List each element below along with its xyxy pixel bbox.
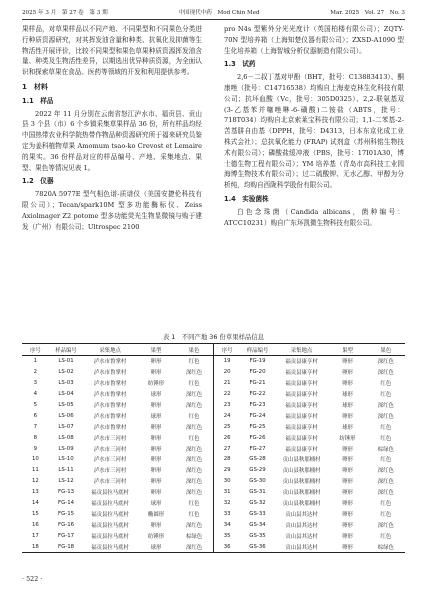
table-cell: 红色 [380, 457, 392, 464]
table-cell: 红色 [188, 381, 200, 388]
table-cell: 红色 [380, 435, 392, 442]
paragraph: 2022 年 11 月分别在云南省怒江泸水市、福贡县、贡山县 3 个县（市）6 个乡镇采集草果样品 36 份，所有样品均经中国热带农业科学院热带作物品种资源研究所于福来研究员鉴定为姜科植物草果 Amomum tsao-ko Crevost et Lemaire 的果实。36 份样品对应的样品编号、产地、采集地点、果型、果色等情况见表 1。 [22, 109, 202, 172]
table-cell: 深红色 [377, 468, 394, 475]
table-cell: 2 [33, 369, 38, 376]
table-cell: 深红色 [185, 424, 203, 431]
table-cell: 33 [213, 508, 240, 519]
table-cell: 深红色 [377, 403, 394, 409]
table-cell: FG-27 [249, 445, 266, 452]
table-cell: 泸水市鲁掌村 [93, 381, 127, 388]
table-cell: FG-14 [57, 500, 75, 507]
table-cell: 贡山县秋那桶村 [282, 457, 321, 464]
table-cell: 福贡县康亨村 [285, 403, 318, 409]
table-cell: FG-18 [49, 541, 83, 552]
table-cell: 深红色 [377, 490, 394, 497]
table-cell: 1 [33, 358, 38, 365]
table-cell: FG-21 [249, 380, 266, 387]
left-column [22, 24, 202, 232]
table-cell: 福贡县康亨村 [285, 392, 318, 399]
table-cell: LS-08 [58, 434, 74, 441]
table-cell: LS-12 [58, 478, 74, 485]
table-cell: 卵形 [342, 381, 353, 388]
table-cell: 球形 [342, 392, 353, 399]
table-cell: 卵形 [150, 424, 162, 431]
table-cell: 球形 [342, 403, 353, 409]
table-cell: 深红色 [377, 479, 394, 486]
table-cell: 深红色 [377, 370, 394, 377]
table-cell: 16 [31, 521, 39, 528]
table-cell: 福贡县康亨村 [285, 381, 318, 388]
table-cell: 福贡县康亨村 [285, 424, 318, 431]
table-cell: 15 [31, 510, 39, 517]
table-cell: GS-33 [249, 510, 266, 517]
table-cell: LS-10 [58, 456, 74, 463]
table-row [22, 541, 405, 552]
table-row [22, 530, 405, 541]
table-cell: 29 [213, 465, 240, 476]
table-cell: 福贡县康亨村 [285, 435, 318, 442]
table-cell: 红色 [188, 359, 200, 366]
table-cell: 5 [33, 402, 38, 408]
header-volume: Mar. 2025 Vol. 27 No. 3 [330, 10, 405, 16]
table-cell: 卵形 [342, 490, 353, 497]
table-cell: 31 [213, 487, 240, 498]
table-cell: 球形 [150, 413, 162, 420]
col-header: 果色 [367, 344, 405, 356]
table-cell: 泸水市三河村 [93, 468, 127, 475]
table-cell: 球形 [342, 424, 353, 431]
table-cell: 福贡县拉马底村 [91, 533, 129, 540]
table-cell: 红色 [188, 501, 200, 508]
table-cell: 卵形 [150, 446, 162, 453]
subsection-heading: 1.4 实验菌株 [224, 194, 269, 203]
table-cell: 深红色 [185, 446, 203, 453]
table-cell: 纺锤形 [147, 533, 165, 540]
table-row [22, 498, 405, 509]
paragraph: 白色念珠菌（Candida albicans，菌种编号：ATCC10231）购自广东环凯微生物科技有限公司。 [224, 207, 404, 227]
table-cell: 14 [31, 500, 39, 507]
col-header: 采集地点 [275, 344, 329, 356]
table-cell: 卵形 [150, 457, 162, 464]
table-cell: GS-36 [240, 541, 274, 552]
table-cell: 棕绿色 [185, 533, 203, 540]
table-row [22, 356, 405, 367]
table-cell: 贡山县其达村 [285, 533, 318, 540]
table-cell: 卵形 [342, 359, 353, 366]
table-cell: 深红色 [185, 468, 203, 475]
paragraph: pro N4s 型紫外分光光度计（英国柏楼有限公司）；ZQTY-70N 型培养箱（上海知楚仪器有限公司）；ZXSD-A1090 型生化培养箱（上海智城分析仪器制造有限公司）。 [224, 25, 404, 55]
table-cell: 13 [31, 489, 39, 496]
table-cell: 19 [213, 356, 240, 367]
table-cell: 泸水市三河村 [93, 446, 127, 453]
table-cell: 9 [33, 445, 38, 452]
table-cell: FG-20 [249, 369, 266, 376]
table-cell: 卵形 [150, 359, 162, 366]
table-cell: 6 [33, 412, 38, 419]
table-cell: FG-16 [57, 521, 75, 528]
table-cell: 深红色 [377, 413, 394, 420]
table-cell: 深红色 [185, 490, 203, 497]
table-cell: 红色 [380, 511, 392, 518]
table-cell: 泸水市鲁掌村 [93, 403, 127, 409]
table-cell: 福贡县康亨村 [285, 370, 318, 377]
col-header: 样品编号 [240, 344, 274, 356]
table-header-row [22, 344, 405, 356]
table-cell: LS-04 [58, 391, 74, 398]
table-cell: LS-06 [58, 412, 74, 419]
table-cell: 卵形 [342, 446, 353, 453]
table-cell: 红色 [380, 392, 392, 399]
table-cell: 卵形 [328, 541, 366, 552]
table-cell: LS-05 [58, 402, 74, 408]
table-cell: 卵形 [342, 468, 353, 475]
table-cell: GS-30 [249, 478, 266, 485]
header-rule [22, 19, 405, 20]
col-header: 序号 [213, 344, 240, 356]
table-row [22, 465, 405, 476]
table-title: 表 1 不同产地 36 份草果样品信息 [162, 333, 265, 341]
paragraph: 2,6－二叔丁基对甲酚（BHT，批号：C13883413）、酮康唑（批号：C14716538）均购自上海麦克林生化科技有限公司；抗坏血酸（Vc，批号：305D0325）、2,2-联氨基双(3-乙基苯并噻唑啉-6-磺酸)二铵盐（ABTS，批号：718T034）均购自北京索莱宝科技有限公司；1,1-二苯基-2-苦基肼自由基（DPPH，批号：D4313，日本东京化成工业株式会社）；总抗氧化能力 (FRAP) 试剂盒（苏州科铭生物技术有限公司）；磷酸盐缓冲液（PBS，批号：17I01A30，博士德生物工程有限公司）；YM 培养基（青岛市高科技工业园海博生物技术有限公司）；过二硫酸钾、无水乙醇、甲醇为分析纯，均购自西陇科学股份有限公司。 [224, 73, 404, 190]
table-cell: GS-35 [249, 532, 266, 539]
table-cell: FG-25 [249, 423, 266, 430]
table-cell: 深红色 [185, 522, 203, 529]
table-cell: 卵形 [342, 533, 353, 540]
table-cell: 纺锤形 [147, 381, 165, 388]
table-cell: 卵形 [150, 435, 162, 442]
table-cell: 泸水市鲁掌村 [93, 413, 127, 420]
table-cell: 贡山县其达村 [285, 522, 318, 529]
table-cell: FG-19 [249, 358, 266, 365]
table-cell: 12 [31, 478, 39, 485]
table-cell: 深红色 [185, 370, 203, 377]
table-cell: 卵形 [342, 370, 353, 377]
table-cell: 35 [213, 530, 240, 541]
col-header: 果色 [175, 344, 213, 356]
table-cell: 10 [31, 456, 39, 463]
table-cell: 泸水市鲁掌村 [93, 424, 127, 431]
col-header: 果型 [137, 344, 175, 356]
table-row [22, 432, 405, 443]
table-cell: 卵形 [150, 370, 162, 377]
table-cell: FG-26 [249, 434, 266, 441]
table-cell: GS-29 [249, 467, 266, 474]
table-cell: 24 [213, 410, 240, 421]
subsection-heading: 1.3 试药 [224, 60, 256, 69]
table-row [22, 378, 405, 389]
table-cell: 福贡县康亨村 [285, 359, 318, 366]
subsection-heading: 1.2 仪器 [22, 177, 54, 186]
table-cell: 卵形 [150, 468, 162, 475]
table-row [22, 519, 405, 530]
section-heading: 1 材料 [22, 82, 48, 91]
table-cell: 18 [22, 541, 49, 552]
table-cell: 福贡县康亨村 [285, 413, 318, 420]
table-cell: 4 [33, 391, 38, 398]
col-header: 序号 [22, 344, 49, 356]
table-cell: GS-28 [249, 456, 266, 463]
table-cell: 椭圆形 [147, 511, 165, 518]
table-cell: 卵形 [342, 501, 353, 508]
table-cell: 福贡县拉马底村 [91, 511, 129, 518]
table-cell: FG-23 [249, 402, 266, 408]
table-cell: 红色 [380, 501, 392, 508]
table-cell: LS-03 [58, 380, 74, 387]
table-cell: LS-02 [58, 369, 74, 376]
table-cell: 泸水市三河村 [93, 435, 127, 442]
table-cell: 深红色 [185, 403, 203, 409]
table-cell: 红色 [380, 381, 392, 388]
table-cell: 红色 [188, 435, 200, 442]
table-cell: 贡山县秋那桶村 [282, 490, 321, 497]
table-cell: 纺锤形 [339, 435, 356, 442]
table-row [22, 410, 405, 421]
table-cell: 卵形 [150, 490, 162, 497]
table-cell: 深红色 [175, 541, 213, 552]
table-cell: FG-24 [249, 412, 266, 419]
header-journal: 中国现代中药 Mod Chin Med [178, 10, 260, 16]
table-cell: 7 [33, 423, 38, 430]
running-header [22, 6, 405, 18]
table-cell: FG-13 [57, 489, 75, 496]
table-cell: 22 [213, 389, 240, 400]
table-cell: 深红色 [185, 479, 203, 486]
table-cell: 卵形 [342, 413, 353, 420]
table-cell: LS-11 [58, 467, 74, 474]
table-cell: FG-22 [249, 391, 266, 398]
table-cell: LS-07 [58, 423, 74, 430]
table-cell: 棕绿色 [377, 446, 394, 453]
table-cell: 卵形 [150, 403, 162, 409]
table-cell: 泸水市三河村 [93, 457, 127, 464]
table-cell: LS-09 [58, 445, 74, 452]
table-cell: 泸水市鲁掌村 [93, 359, 127, 366]
table-cell: 卵形 [342, 522, 353, 529]
table-cell: FG-17 [57, 532, 75, 539]
table-cell: FG-15 [57, 510, 75, 517]
table-row [22, 487, 405, 498]
table-cell: 28 [213, 454, 240, 465]
table-cell: 深红色 [377, 359, 394, 366]
table-row [22, 367, 405, 378]
table-cell: 卵形 [150, 479, 162, 486]
page-number: · 522 · [22, 575, 43, 583]
table-cell: 卵形 [150, 522, 162, 529]
table-cell: 30 [213, 476, 240, 487]
col-header: 果型 [328, 344, 366, 356]
table-cell: 34 [213, 519, 240, 530]
table-cell: 36 [213, 541, 240, 552]
table-cell: LS-01 [58, 358, 74, 365]
table-cell: 泸水市三河村 [93, 479, 127, 486]
table-cell: 深红色 [185, 457, 203, 464]
table-cell: 福贡县拉马底村 [83, 541, 137, 552]
table-cell: 棕绿色 [367, 541, 405, 552]
sample-table [22, 343, 405, 553]
table-cell: 32 [213, 498, 240, 509]
table-cell: 17 [31, 532, 39, 539]
col-header: 采集地点 [83, 344, 137, 356]
table-cell: 贡山县秋那桶村 [282, 468, 321, 475]
table-cell: 红色 [380, 533, 392, 540]
paragraph: 7820A 5977E 型气相色谱-质谱仪（美国安捷伦科技有限公司）；Tecan/spark10M 型多功能酶标仪、Zeiss Axiolmager Z2 potome 型多功能荧光生物显微镜与购于建发（广州）有限公司；Ultrospec 2100 [22, 190, 202, 231]
table-cell: 深红色 [185, 392, 203, 399]
table-cell: 23 [213, 400, 240, 411]
header-issue: 2025 年 3 月 第 27 卷 第 3 期 [22, 10, 108, 16]
table-cell: 红色 [188, 413, 200, 420]
table-row [22, 508, 405, 519]
paragraph: 果样品，对草果样品以不同产地、不同果型和不同果色分类进行种质资源研究，对其挥发油含量和种类、抗氧化及抑菌等生物活性开展评价，比较不同果型和果色草果种质资源挥发油含量、种类及生物活性差异，以期选出优异种质资源，为全面认识和探索草果在食品、医药等领域的开发和利用提供参考。 [22, 25, 202, 77]
table-cell: 贡山县秋那桶村 [282, 479, 321, 486]
table-cell: 球形 [137, 541, 175, 552]
table-row [22, 400, 405, 411]
table-cell: 福贡县拉马底村 [91, 501, 129, 508]
table-cell: 3 [33, 380, 38, 387]
table-cell: 27 [213, 443, 240, 454]
table-cell: 红色 [188, 511, 200, 518]
table-cell: 福贡县康亨村 [285, 446, 318, 453]
col-header: 样品编号 [49, 344, 83, 356]
table-cell: 11 [31, 467, 39, 474]
table-cell: 卵形 [342, 479, 353, 486]
table-cell: 泸水市鲁掌村 [93, 370, 127, 377]
table-row [22, 389, 405, 400]
table-cell: GS-32 [249, 500, 266, 507]
table-cell: 球形 [150, 392, 162, 399]
table-row [22, 443, 405, 454]
table-row [22, 454, 405, 465]
table-cell: 球形 [150, 501, 162, 508]
table-cell: 26 [213, 432, 240, 443]
table-cell: 20 [213, 367, 240, 378]
table-cell: 贡山县其达村 [285, 511, 318, 518]
table-cell: 21 [213, 378, 240, 389]
table-cell: 泸水市鲁掌村 [93, 392, 127, 399]
table-cell: 贡山县其达村 [275, 541, 329, 552]
table-cell: 卵形 [342, 511, 353, 518]
table-row [22, 421, 405, 432]
table-cell: 红色 [380, 424, 392, 431]
table-cell: GS-34 [249, 521, 266, 528]
table-cell: 25 [213, 421, 240, 432]
table-cell: 8 [33, 434, 38, 441]
table-cell: 贡山县秋那桶村 [282, 501, 321, 508]
right-column [224, 24, 404, 228]
table-row [22, 476, 405, 487]
table-cell: 卵形 [342, 457, 353, 464]
subsection-heading: 1.1 样品 [22, 96, 54, 105]
table-cell: 深红色 [377, 522, 394, 529]
table-cell: 福贡县拉马底村 [91, 490, 129, 497]
table-body [22, 356, 405, 553]
table-cell: 福贡县拉马底村 [91, 522, 129, 529]
table-cell: GS-31 [249, 489, 266, 496]
